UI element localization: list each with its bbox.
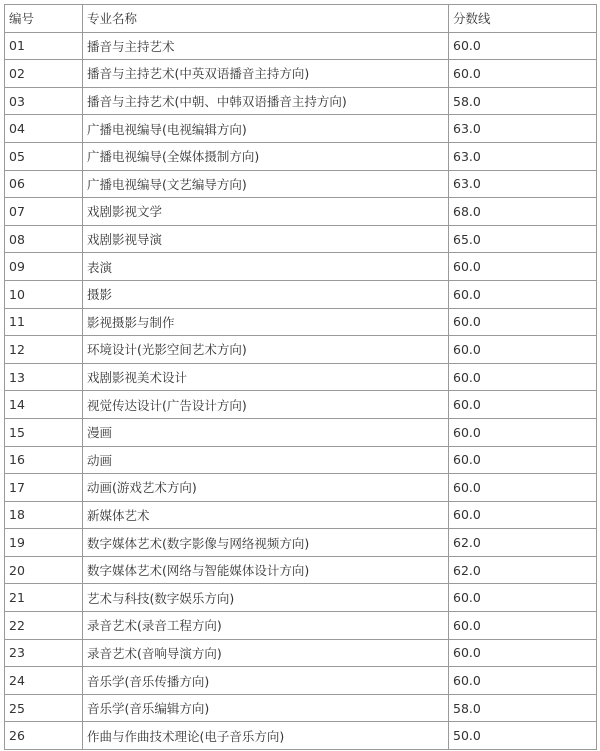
cell-major: 录音艺术(音响导演方向) — [83, 639, 449, 667]
cell-major: 影视摄影与制作 — [83, 308, 449, 336]
cell-score: 60.0 — [449, 612, 597, 640]
cell-score: 60.0 — [449, 639, 597, 667]
table-row — [5, 694, 597, 722]
cell-code: 20 — [5, 556, 83, 584]
cell-major: 音乐学(音乐编辑方向) — [83, 694, 449, 722]
cell-code: 23 — [5, 639, 83, 667]
cell-score: 65.0 — [449, 225, 597, 253]
cell-code: 25 — [5, 694, 83, 722]
cell-code: 02 — [5, 60, 83, 88]
cell-score: 60.0 — [449, 60, 597, 88]
cell-major: 广播电视编导(电视编辑方向) — [83, 115, 449, 143]
cell-major: 艺术与科技(数字娱乐方向) — [83, 584, 449, 612]
cell-code: 21 — [5, 584, 83, 612]
table-row — [5, 32, 597, 60]
cell-score: 60.0 — [449, 280, 597, 308]
cell-major: 广播电视编导(文艺编导方向) — [83, 170, 449, 198]
cell-score: 63.0 — [449, 170, 597, 198]
cell-major: 戏剧影视文学 — [83, 198, 449, 226]
cell-score: 60.0 — [449, 501, 597, 529]
cell-major: 数字媒体艺术(网络与智能媒体设计方向) — [83, 556, 449, 584]
table-row — [5, 722, 597, 750]
cell-code: 10 — [5, 280, 83, 308]
cell-score: 60.0 — [449, 253, 597, 281]
cell-score: 60.0 — [449, 336, 597, 364]
cell-score: 62.0 — [449, 556, 597, 584]
table-row — [5, 556, 597, 584]
table-row — [5, 142, 597, 170]
cell-code: 09 — [5, 253, 83, 281]
table-row — [5, 474, 597, 502]
cell-score: 60.0 — [449, 391, 597, 419]
score-table — [4, 4, 597, 750]
cell-code: 01 — [5, 32, 83, 60]
table-body — [5, 32, 597, 749]
cell-major: 新媒体艺术 — [83, 501, 449, 529]
cell-code: 19 — [5, 529, 83, 557]
cell-score: 63.0 — [449, 115, 597, 143]
table-row — [5, 87, 597, 115]
table-row — [5, 418, 597, 446]
cell-major: 视觉传达设计(广告设计方向) — [83, 391, 449, 419]
table-row — [5, 336, 597, 364]
cell-score: 60.0 — [449, 308, 597, 336]
cell-code: 14 — [5, 391, 83, 419]
cell-code: 26 — [5, 722, 83, 750]
cell-score: 58.0 — [449, 87, 597, 115]
table-row — [5, 584, 597, 612]
cell-code: 11 — [5, 308, 83, 336]
cell-major: 表演 — [83, 253, 449, 281]
table-header-row — [5, 5, 597, 33]
table-row — [5, 280, 597, 308]
table-row — [5, 253, 597, 281]
cell-major: 广播电视编导(全媒体摄制方向) — [83, 142, 449, 170]
cell-code: 12 — [5, 336, 83, 364]
cell-score: 60.0 — [449, 32, 597, 60]
table-row — [5, 170, 597, 198]
cell-code: 08 — [5, 225, 83, 253]
cell-score: 60.0 — [449, 474, 597, 502]
table-row — [5, 391, 597, 419]
header-major: 专业名称 — [83, 5, 449, 33]
header-code: 编号 — [5, 5, 83, 33]
cell-score: 60.0 — [449, 446, 597, 474]
cell-code: 24 — [5, 667, 83, 695]
cell-code: 05 — [5, 142, 83, 170]
cell-code: 03 — [5, 87, 83, 115]
cell-code: 18 — [5, 501, 83, 529]
cell-code: 22 — [5, 612, 83, 640]
cell-score: 60.0 — [449, 363, 597, 391]
table-row — [5, 115, 597, 143]
table-row — [5, 501, 597, 529]
table-row — [5, 667, 597, 695]
cell-code: 06 — [5, 170, 83, 198]
cell-code: 04 — [5, 115, 83, 143]
cell-score: 50.0 — [449, 722, 597, 750]
cell-major: 动画 — [83, 446, 449, 474]
cell-score: 62.0 — [449, 529, 597, 557]
table-row — [5, 639, 597, 667]
cell-major: 音乐学(音乐传播方向) — [83, 667, 449, 695]
cell-major: 作曲与作曲技术理论(电子音乐方向) — [83, 722, 449, 750]
table-row — [5, 529, 597, 557]
table-row — [5, 612, 597, 640]
cell-score: 63.0 — [449, 142, 597, 170]
table-row — [5, 60, 597, 88]
cell-major: 数字媒体艺术(数字影像与网络视频方向) — [83, 529, 449, 557]
cell-score: 68.0 — [449, 198, 597, 226]
cell-major: 戏剧影视导演 — [83, 225, 449, 253]
table-row — [5, 363, 597, 391]
table-row — [5, 198, 597, 226]
cell-score: 60.0 — [449, 667, 597, 695]
table-row — [5, 225, 597, 253]
table-row — [5, 308, 597, 336]
cell-major: 戏剧影视美术设计 — [83, 363, 449, 391]
cell-code: 17 — [5, 474, 83, 502]
cell-code: 07 — [5, 198, 83, 226]
cell-code: 13 — [5, 363, 83, 391]
cell-major: 播音与主持艺术 — [83, 32, 449, 60]
cell-major: 环境设计(光影空间艺术方向) — [83, 336, 449, 364]
cell-code: 15 — [5, 418, 83, 446]
cell-major: 摄影 — [83, 280, 449, 308]
cell-major: 播音与主持艺术(中英双语播音主持方向) — [83, 60, 449, 88]
cell-score: 60.0 — [449, 584, 597, 612]
header-score: 分数线 — [449, 5, 597, 33]
cell-major: 录音艺术(录音工程方向) — [83, 612, 449, 640]
cell-score: 58.0 — [449, 694, 597, 722]
cell-score: 60.0 — [449, 418, 597, 446]
cell-code: 16 — [5, 446, 83, 474]
cell-major: 播音与主持艺术(中朝、中韩双语播音主持方向) — [83, 87, 449, 115]
cell-major: 漫画 — [83, 418, 449, 446]
cell-major: 动画(游戏艺术方向) — [83, 474, 449, 502]
table-row — [5, 446, 597, 474]
